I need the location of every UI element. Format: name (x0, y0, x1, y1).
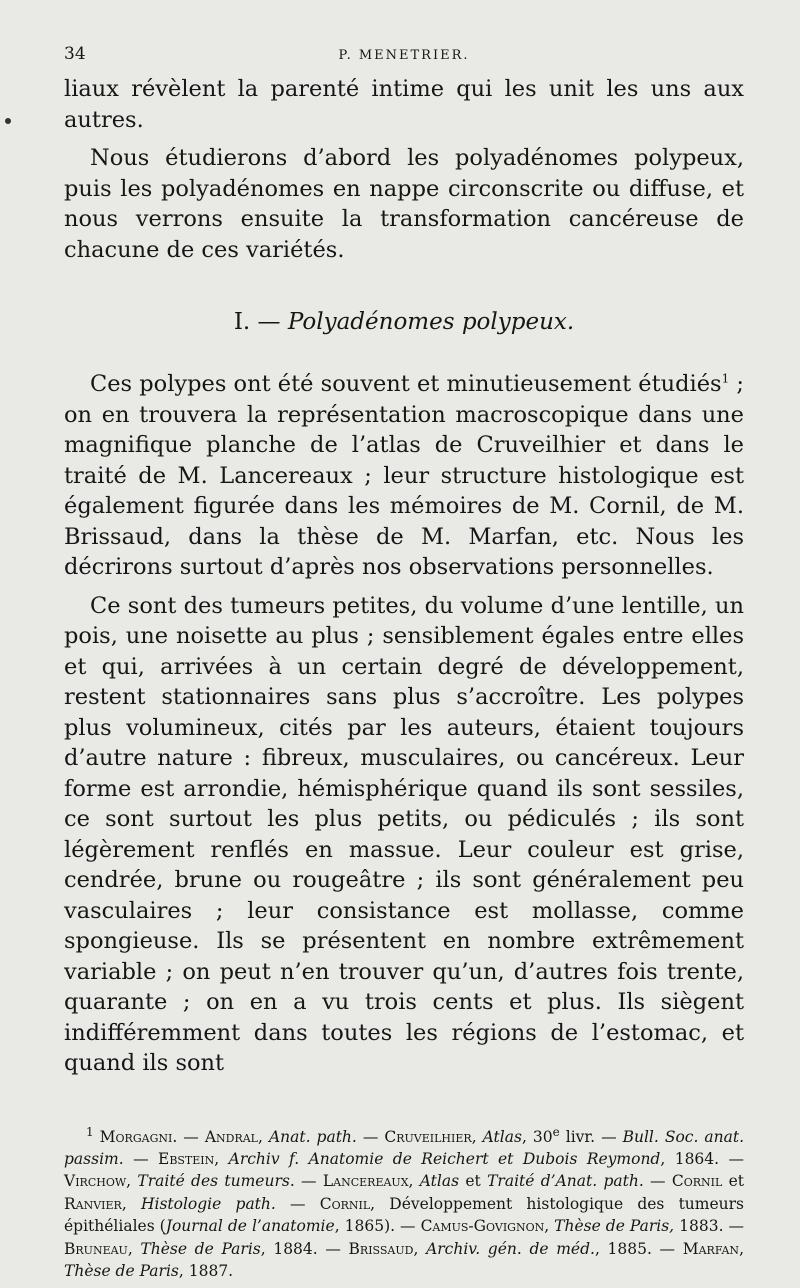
fn-author: Lancereaux (322, 1172, 409, 1191)
fn-author: Bruneau (64, 1239, 128, 1258)
fn-text: — (643, 1172, 672, 1191)
paragraph-3-rest: ; on en trouvera la représentation macroscopique dans une magnifique planche de l’atlas de Cruveilhier et dans le traité de M. Lancereaux ; leur structure histologique est également figurée dans les mémoires de M. Cornil, de M. Brissaud, dans la thèse de M. Marfan, etc. Nous les décrirons surtout d’après nos observations personnelles. (64, 371, 744, 580)
fn-text: , (214, 1149, 229, 1168)
paragraph-3 (64, 369, 744, 583)
fn-text: — (177, 1127, 205, 1146)
fn-author: Morgagni. (99, 1127, 178, 1146)
fn-text: , 1864. — (660, 1149, 744, 1168)
running-head-author: P. MENETRIER. (338, 48, 470, 63)
paragraph-4: Ce sont des tumeurs petites, du volume d’une lentille, un pois, une noisette au plus ; sensiblement égales entre elles et qui, arrivées à un certain degré de développement, restent stationnaires sans plus s’accroître. Les polypes plus volumineux, cités par les auteurs, étaient toujours d’autre nature : fibreux, musculaires, ou cancéreux. Leur forme est arrondie, hémisphérique quand ils sont sessiles, ce sont surtout les plus petits, ou pédiculés ; ils sont légèrement renflés en massue. Leur couleur est grise, cendrée, brune ou rougeâtre ; ils sont généralement peu vasculaires ; leur consistance est mollasse, comme spongieuse. Ils se présentent en nombre extrêmement variable ; on peut n’en trouver qu’un, d’autres fois trente, quarante ; on en a vu trois cents et plus. Ils siègent indifféremment dans toutes les régions de l’estomac, et quand ils sont (64, 592, 744, 1076)
fn-author: Camus-Govignon (420, 1217, 545, 1236)
footnote (64, 1126, 744, 1283)
paragraph-3-start: Ces polypes ont été souvent et minutieusement étudiés (90, 371, 722, 397)
fn-text: , (121, 1194, 141, 1213)
fn-title: Traité des tumeurs (137, 1172, 290, 1191)
fn-title: Atlas (482, 1127, 522, 1146)
section-heading (64, 309, 744, 335)
fn-title: Thèse de Paris (140, 1239, 261, 1258)
fn-author: Virchow (64, 1172, 127, 1191)
fn-author: Cornil (671, 1172, 723, 1191)
fn-text: et (459, 1172, 488, 1191)
section-number: I. — (233, 309, 288, 335)
fn-text: , (127, 1239, 141, 1258)
fn-text: , 1885. — (594, 1239, 683, 1258)
fn-title: Traité d’Anat. path. (487, 1172, 644, 1191)
fn-text: et (722, 1172, 744, 1191)
section-title: Polyadénomes polypeux. (287, 309, 575, 335)
fn-text: . — (289, 1172, 323, 1191)
fn-text: livr. — (559, 1127, 623, 1146)
fn-title: Bull. Soc. anat. passim. (64, 1127, 745, 1168)
margin-mark (5, 118, 11, 124)
fn-author: Ebstein (158, 1149, 215, 1168)
fn-text: , 1884. — (260, 1239, 349, 1258)
fn-title: Histologie path. (140, 1194, 276, 1213)
paragraph-1: liaux révèlent la parenté intime qui les unit les uns aux autres. (64, 76, 744, 133)
fn-author: Cornil (319, 1194, 371, 1213)
fn-text: , (413, 1239, 427, 1258)
fn-text: , (126, 1172, 138, 1191)
fn-text: , 1865). — (334, 1217, 421, 1236)
body-text (64, 74, 744, 1079)
paragraph-2: Nous étudierons d’abord les polyadénomes polypeux, puis les polyadénomes en nappe circonscrite ou diffuse, et nous verrons ensuite la transformation cancéreuse de chacune de ces variétés. (64, 145, 744, 263)
fn-text: 1883. — (674, 1217, 745, 1236)
fn-text: , 30 (521, 1127, 553, 1146)
footnote-reference: 1 (721, 371, 730, 386)
fn-title: Archiv. gén. de méd. (426, 1239, 595, 1258)
footnote-separator (64, 1119, 744, 1120)
fn-text: , 1887. (178, 1261, 234, 1280)
fn-title: Thèse de Paris, (554, 1217, 675, 1236)
fn-title: Thèse de Paris (64, 1261, 179, 1280)
footnote-marker: 1 (86, 1124, 94, 1139)
fn-title: Journal de l’anatomie (165, 1217, 335, 1236)
fn-author: Brissaud (348, 1239, 414, 1258)
fn-author: Ranvier (64, 1194, 122, 1213)
fn-title: Atlas (419, 1172, 460, 1191)
fn-text: , (257, 1127, 269, 1146)
fn-author: Andral (204, 1127, 258, 1146)
fn-text: — (356, 1127, 385, 1146)
fn-text: — (275, 1194, 320, 1213)
fn-text: , (408, 1172, 420, 1191)
running-head (64, 40, 744, 74)
fn-author: Cruveilhier (384, 1127, 472, 1146)
fn-text: , Développement histologique des tumeurs épithéliales ( (64, 1194, 745, 1236)
fn-author: Marfan (682, 1239, 740, 1258)
fn-text: , (739, 1239, 744, 1258)
fn-text: , (471, 1127, 483, 1146)
page-number: 34 (64, 44, 86, 64)
fn-title: Archiv f. Anatomie de Reichert et Dubois Reymond (228, 1149, 661, 1168)
fn-title: Anat. path. (268, 1127, 357, 1146)
fn-text: , (544, 1217, 555, 1236)
fn-text: — (123, 1149, 158, 1168)
fn-superscript: e (552, 1124, 560, 1139)
